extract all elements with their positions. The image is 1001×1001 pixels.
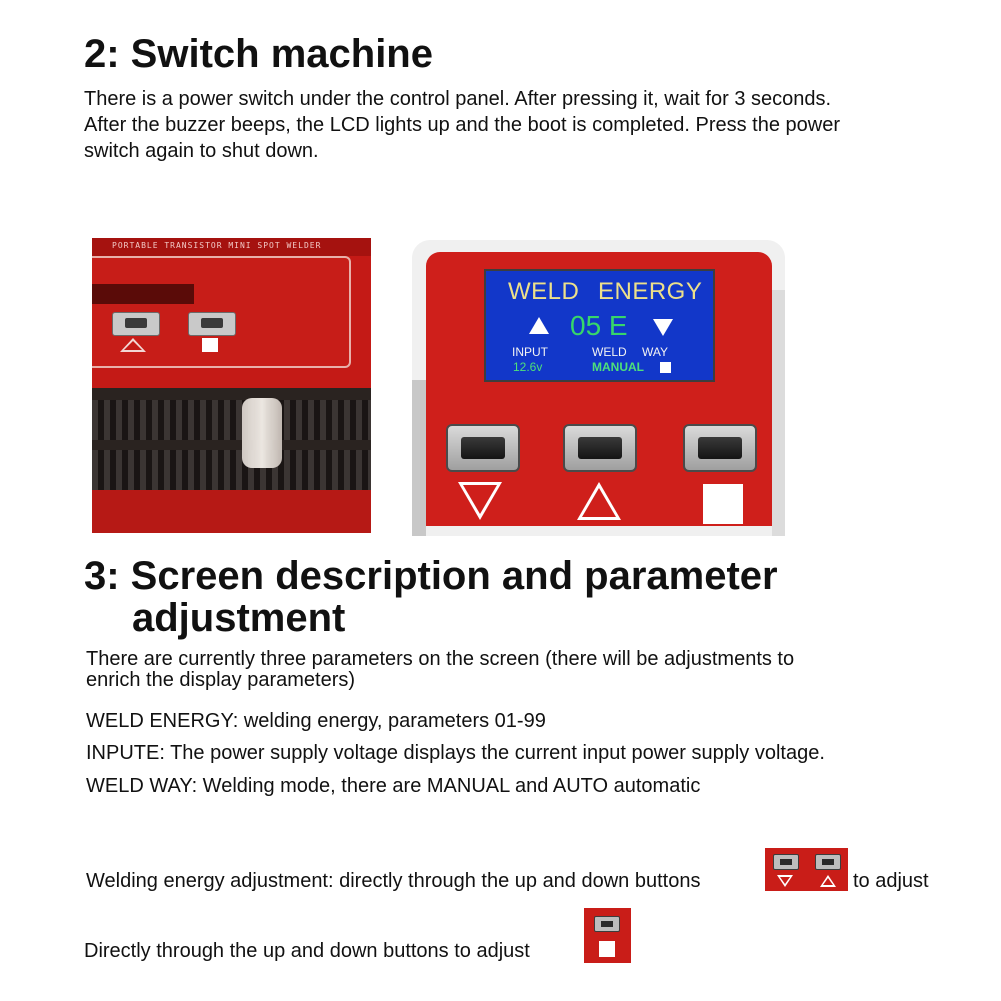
- power-switch-knob: [242, 398, 282, 468]
- square-icon: [202, 338, 218, 352]
- param-input: INPUTE: The power supply voltage displays the current input power supply voltage.: [86, 742, 825, 764]
- triangle-down-icon: [458, 482, 502, 520]
- lcd-energy-value: 05 E: [570, 310, 628, 341]
- up-down-buttons-image: [765, 848, 848, 891]
- section-2-heading: 2: Switch machine: [84, 32, 433, 76]
- mode-adjust-text: Directly through the up and down buttons to adjust: [84, 940, 530, 962]
- welder-mode-button: [188, 312, 236, 336]
- triangle-up-icon: [577, 482, 621, 520]
- welder-lcd-edge: [92, 284, 194, 304]
- square-icon: [599, 941, 615, 957]
- triangle-up-icon: [820, 875, 836, 887]
- paragraph-line: switch again to shut down.: [84, 140, 319, 162]
- param-weld-way: WELD WAY: Welding mode, there are MANUAL and AUTO automatic: [86, 775, 701, 797]
- up-button[interactable]: [563, 424, 637, 472]
- down-button[interactable]: [446, 424, 520, 472]
- lcd-weld-label: WELD: [592, 345, 627, 359]
- welder-label-text: PORTABLE TRANSISTOR MINI SPOT WELDER: [112, 241, 322, 250]
- energy-adjust-suffix: to adjust: [853, 870, 929, 892]
- lcd-title-weld: WELD: [508, 278, 580, 305]
- lcd-title-energy: ENERGY: [598, 278, 703, 305]
- section-3-heading-line2: adjustment: [132, 596, 346, 640]
- square-icon: [660, 362, 671, 373]
- param-weld-energy: WELD ENERGY: welding energy, parameters 01-99: [86, 710, 546, 732]
- welder-up-button: [112, 312, 160, 336]
- welder-bottom-casing: [92, 490, 371, 533]
- lcd-way-label: WAY: [642, 345, 668, 359]
- paragraph-line: There is a power switch under the control panel. After pressing it, wait for 3 seconds.: [84, 88, 832, 110]
- square-icon: [703, 484, 743, 524]
- intro-line: enrich the display parameters): [86, 669, 356, 691]
- mode-button-image: [584, 908, 631, 963]
- triangle-up-icon: [120, 338, 146, 352]
- intro-line: There are currently three parameters on the screen (there will be adjustments to: [86, 648, 795, 670]
- welder-label-strip: [92, 238, 371, 256]
- section-3-intro: [86, 649, 986, 691]
- mini-down-button: [773, 854, 799, 870]
- lcd-input-label: INPUT: [512, 345, 548, 359]
- triangle-down-icon: [777, 875, 793, 887]
- section-2-paragraph: [84, 86, 984, 164]
- paragraph-line: After the buzzer beeps, the LCD lights up and the boot is completed. Press the power: [84, 114, 840, 136]
- welder-side-photo: [92, 238, 371, 533]
- triangle-down-icon: [653, 319, 673, 336]
- mini-mode-button: [594, 916, 620, 932]
- lcd-mode-value: MANUAL: [592, 360, 644, 374]
- mode-button[interactable]: [683, 424, 757, 472]
- mini-up-button: [815, 854, 841, 870]
- welder-panel-outline: [92, 256, 351, 368]
- section-3-heading-line1: 3: Screen description and parameter: [84, 554, 778, 598]
- triangle-up-icon: [529, 317, 549, 334]
- lcd-input-value: 12.6v: [513, 360, 543, 374]
- energy-adjust-text: Welding energy adjustment: directly through the up and down buttons: [86, 870, 701, 892]
